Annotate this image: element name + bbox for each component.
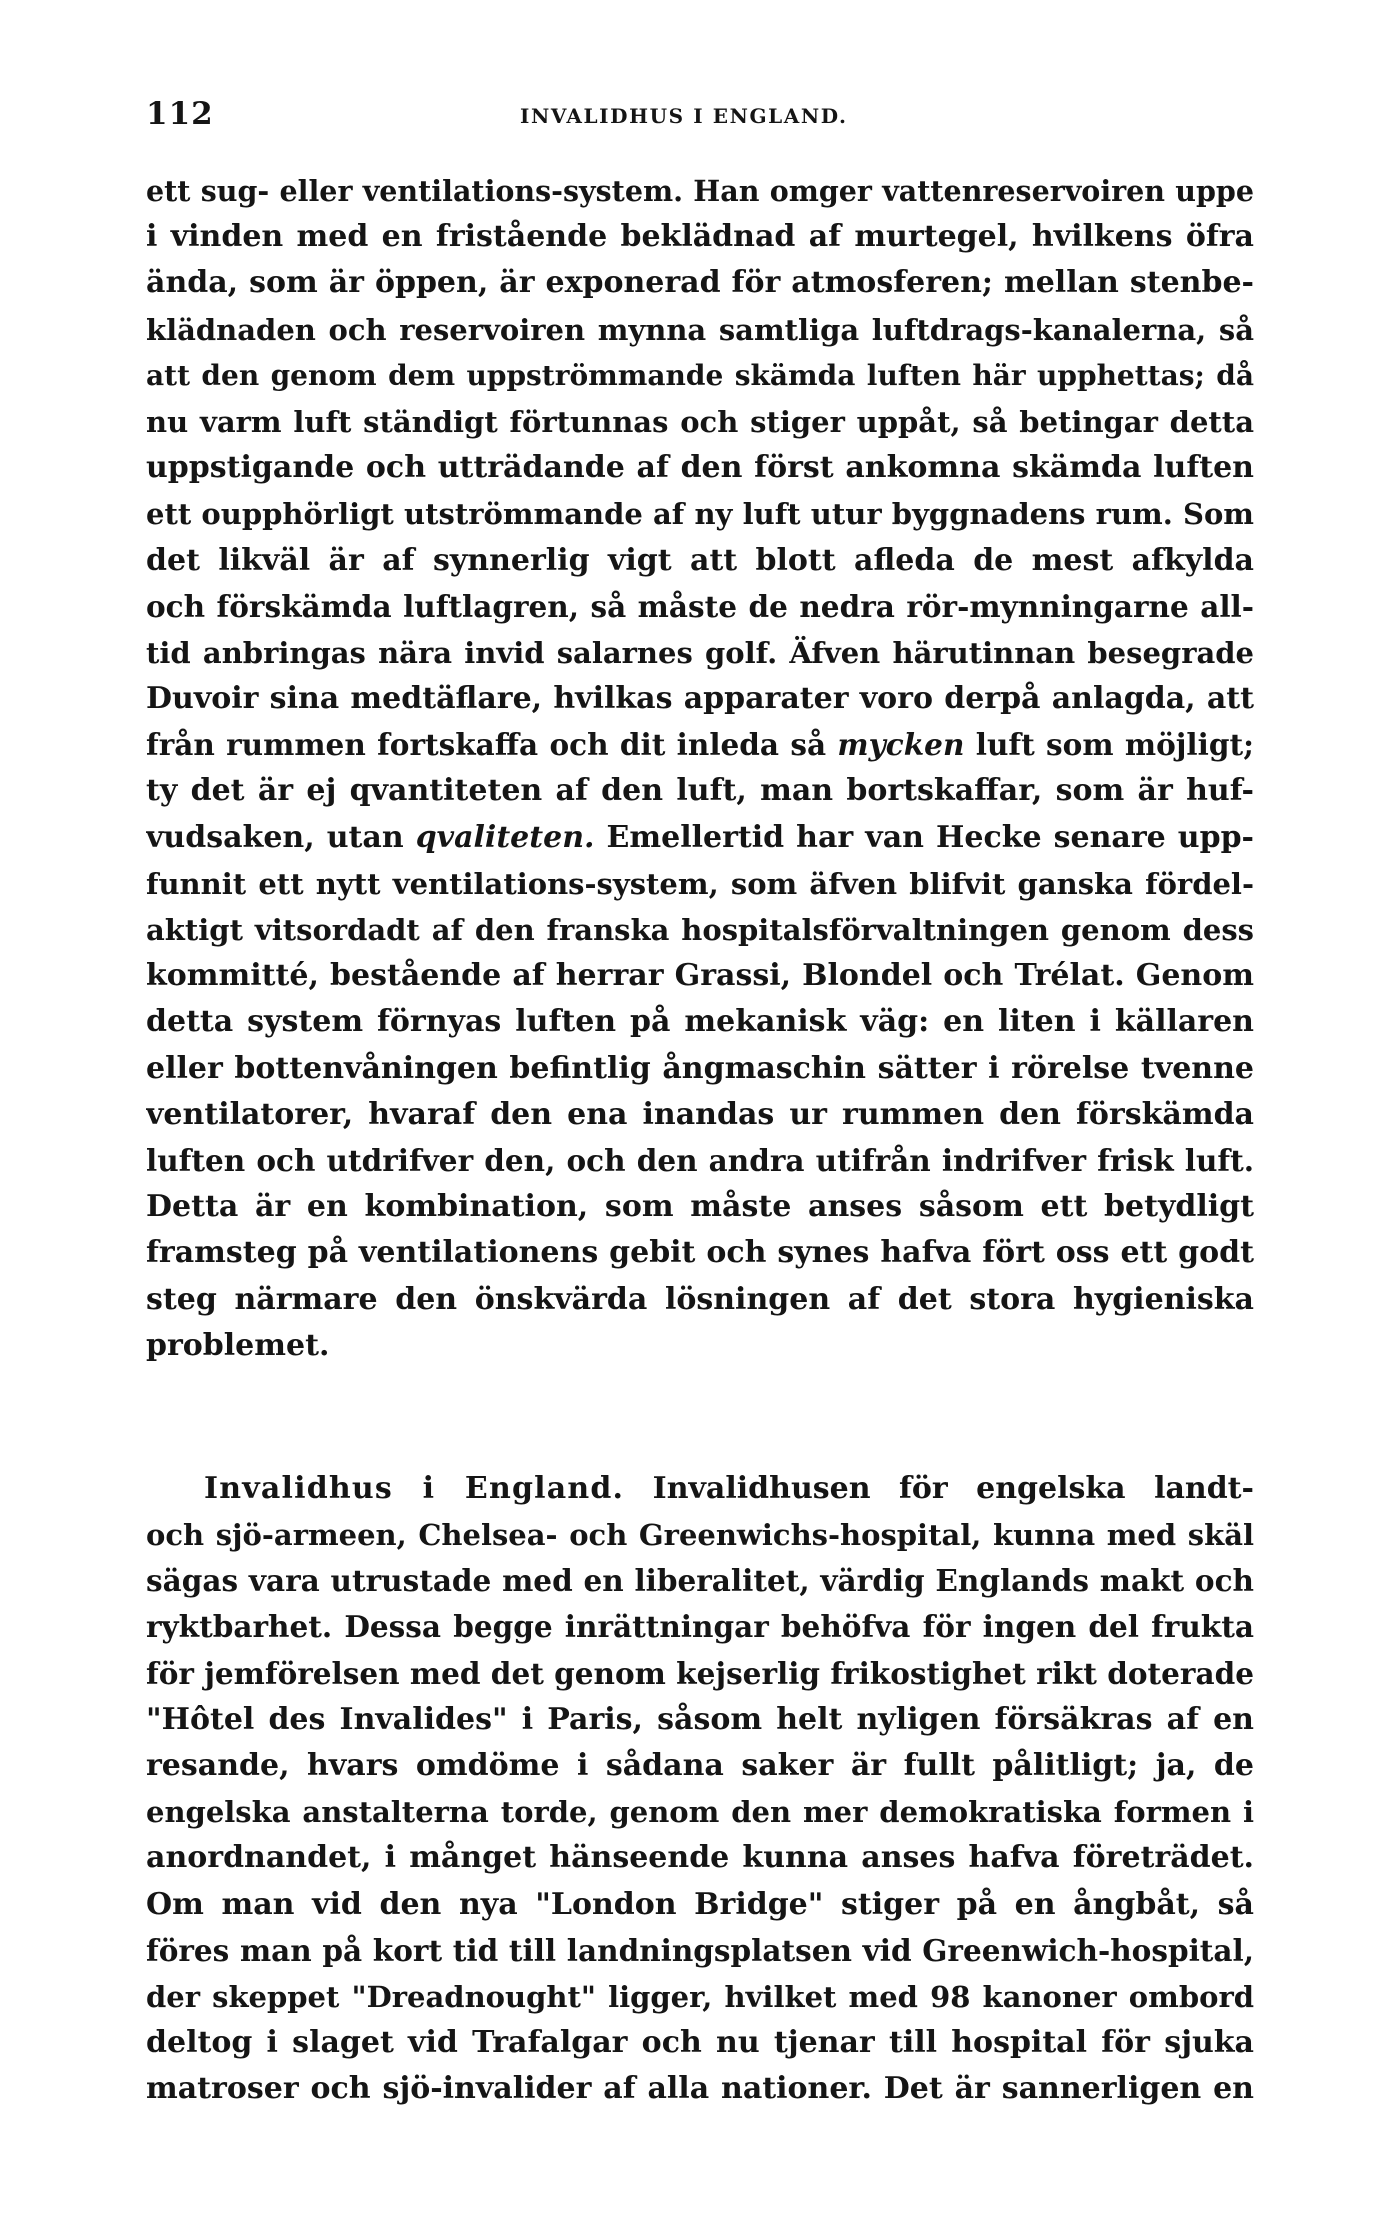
text-segment: Invalidhusen för engelska landt-	[652, 1470, 1254, 1506]
text-line: problemet.	[146, 1327, 330, 1363]
text-line: tid anbringas nära invid salarnes golf. Äfven härutinnan besegrade	[146, 635, 1254, 670]
italic-word: mycken	[837, 727, 965, 763]
text-line: ett oupphörligt utströmmande af ny luft utur byggnadens rum. Som	[146, 497, 1254, 532]
page-number: 112	[146, 96, 214, 132]
text-line: ty det är ej qvantiteten af den luft, man bortskaffar, som är huf-	[146, 773, 1254, 809]
text-line: nu varm luft ständigt förtunnas och stiger uppåt, så betingar detta	[146, 404, 1254, 439]
paragraph-invalidhus	[146, 1466, 1254, 2113]
text-line: och sjö-armeen, Chelsea- och Greenwichs-hospital, kunna med skäl	[146, 1518, 1254, 1553]
text-segment: vudsaken, utan	[146, 819, 416, 855]
text-line: och förskämda luftlagren, så måste de nedra rör-mynningarne all-	[146, 588, 1254, 624]
text-line: ryktbarhet. Dessa begge inrättningar behöfva för ingen del frukta	[146, 1609, 1254, 1645]
text-line: det likväl är af synnerlig vigt att blott afleda de mest afkylda	[146, 542, 1254, 578]
text-line: aktigt vitsordadt af den franska hospitalsförvaltningen genom dess	[146, 913, 1254, 947]
text-line: Duvoir sina medtäflare, hvilkas apparater voro derpå anlagda, att	[146, 681, 1254, 717]
text-line: funnit ett nytt ventilations-system, som äfven blifvit ganska fördel-	[146, 866, 1254, 901]
running-head	[146, 96, 1254, 136]
text-line-with-italic	[146, 815, 1254, 861]
text-line: engelska anstalterna torde, genom den mer demokratiska formen i	[146, 1795, 1254, 1830]
text-line: der skeppet "Dreadnought" ligger, hvilket med 98 kanoner ombord	[146, 1979, 1254, 2014]
text-segment: från rummen fortskaffa och dit inleda så	[146, 727, 838, 763]
text-line: i vinden med en fristående beklädnad af murtegel, hvilkens öfra	[146, 219, 1254, 255]
text-line: detta system förnyas luften på mekanisk väg: en liten i källaren	[146, 1004, 1254, 1040]
text-line-with-heading	[146, 1466, 1254, 1512]
paragraph-ventilation	[146, 168, 1254, 1369]
text-line: matroser och sjö-invalider af alla nationer. Det är sannerligen en	[146, 2071, 1254, 2107]
text-line: sägas vara utrustade med en liberalitet, värdig Englands makt och	[146, 1563, 1254, 1599]
text-line: luften och utdrifver den, och den andra utifrån indrifver frisk luft.	[146, 1142, 1254, 1178]
text-line: Detta är en kombination, som måste anses såsom ett betydligt	[146, 1189, 1254, 1225]
text-segment: luft som möjligt;	[964, 727, 1254, 763]
text-line: ett sug- eller ventilations-system. Han omger vattenreservoiren uppe	[146, 174, 1254, 208]
text-line: framsteg på ventilationens gebit och synes hafva fört oss ett godt	[146, 1235, 1254, 1271]
text-line: att den genom dem uppströmmande skämda luften här upphettas; då	[146, 358, 1254, 392]
text-line: uppstigande och utträdande af den först ankomna skämda luften	[146, 450, 1254, 486]
body-text	[146, 168, 1254, 2113]
text-line: deltog i slaget vid Trafalgar och nu tjenar till hospital för sjuka	[146, 2025, 1254, 2061]
text-line: kommitté, bestående af herrar Grassi, Blondel och Trélat. Genom	[146, 958, 1254, 994]
text-line-with-italic	[146, 722, 1254, 768]
text-line: föres man på kort tid till landningsplatsen vid Greenwich-hospital,	[146, 1932, 1254, 1968]
text-line: steg närmare den önskvärda lösningen af det stora hygieniska	[146, 1281, 1254, 1317]
text-line: för jemförelsen med det genom kejserlig frikostighet rikt doterade	[146, 1655, 1254, 1691]
text-line: anordnandet, i månget hänseende kunna anses hafva företrädet.	[146, 1840, 1254, 1876]
text-line: Om man vid den nya "London Bridge" stiger på en ångbåt, så	[146, 1886, 1254, 1922]
section-gap	[146, 1369, 1254, 1466]
text-segment: Emellertid har van Hecke senare upp-	[594, 819, 1254, 855]
text-line: ända, som är öppen, är exponerad för atmosferen; mellan stenbe-	[146, 265, 1254, 301]
running-title: INVALIDHUS I ENGLAND.	[520, 104, 848, 128]
text-line: klädnaden och reservoiren mynna samtliga luftdrags-kanalerna, så	[146, 312, 1254, 347]
text-line: eller bottenvåningen befintlig ångmaschin sätter i rörelse tvenne	[146, 1050, 1254, 1086]
text-line: resande, hvars omdöme i sådana saker är fullt pålitligt; ja, de	[146, 1748, 1254, 1783]
section-heading: Invalidhus i England.	[204, 1470, 625, 1506]
text-line: ventilatorer, hvaraf den ena inandas ur rummen den förskämda	[146, 1096, 1254, 1132]
italic-word: qvaliteten.	[415, 819, 595, 855]
text-line: "Hôtel des Invalides" i Paris, såsom helt nyligen försäkras af en	[146, 1701, 1254, 1737]
